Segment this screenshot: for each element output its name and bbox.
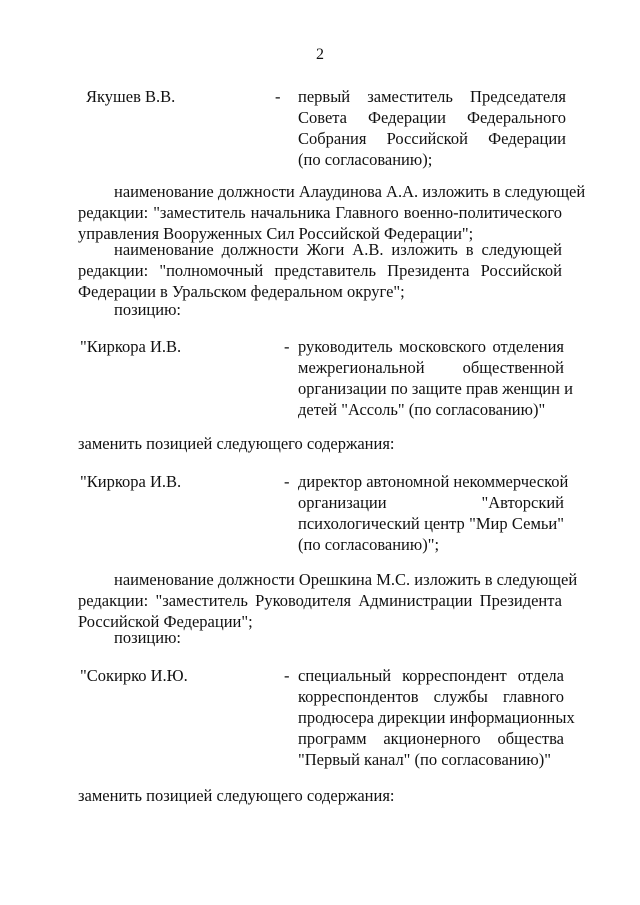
paragraph-line: редакции: "заместитель начальника Главного военно-политического — [78, 203, 562, 222]
member-position — [298, 665, 575, 770]
paragraph-line: наименование должности Орешкина М.С. изложить в следующей — [114, 570, 578, 589]
amendment-paragraph-zhogi — [78, 239, 562, 302]
position-line: программ акционерного общества — [298, 729, 564, 748]
paragraph-line: редакции: "полномочный представитель Президента Российской — [78, 261, 562, 280]
page-number: 2 — [316, 46, 324, 63]
member-name: "Киркора И.В. — [80, 337, 182, 356]
position-line: межрегиональной общественной — [298, 358, 564, 377]
paragraph-line: наименование должности Алаудинова А.А. изложить в следующей — [114, 182, 586, 201]
position-line: корреспондентов службы главного — [298, 687, 564, 706]
position-label: позицию: — [114, 300, 181, 319]
position-line: Собрания Российской Федерации — [298, 129, 566, 148]
position-line: Совета Федерации Федерального — [298, 108, 566, 127]
paragraph-line: Российской Федерации"; — [78, 612, 253, 631]
paragraph-line: редакции: "заместитель Руководителя Администрации Президента — [78, 591, 562, 610]
position-line: (по согласованию)"; — [298, 535, 440, 554]
position-line: продюсера дирекции информационных — [298, 708, 575, 727]
replace-instruction: заменить позицией следующего содержания: — [78, 434, 395, 453]
member-position — [298, 86, 566, 170]
position-line: первый заместитель Председателя — [298, 87, 566, 106]
replace-instruction: заменить позицией следующего содержания: — [78, 786, 395, 805]
member-name: Якушев В.В. — [86, 87, 176, 106]
position-line: организации "Авторский — [298, 493, 564, 512]
paragraph-line: управления Вооруженных Сил Российской Федерации"; — [78, 224, 474, 243]
entry-dash: - — [284, 337, 290, 356]
position-line: организации по защите прав женщин и — [298, 379, 573, 398]
entry-dash: - — [275, 87, 281, 106]
paragraph-line: наименование должности Жоги А.В. изложить в следующей — [114, 240, 562, 259]
member-position — [298, 336, 573, 420]
position-line: (по согласованию); — [298, 150, 433, 169]
member-position — [298, 471, 569, 555]
position-line: специальный корреспондент отдела — [298, 666, 564, 685]
paragraph-line: Федерации в Уральском федеральном округе"; — [78, 282, 405, 301]
position-line: "Первый канал" (по согласованию)" — [298, 750, 551, 769]
entry-dash: - — [284, 472, 290, 491]
position-line: руководитель московского отделения — [298, 337, 564, 356]
position-label: позицию: — [114, 628, 181, 647]
position-line: директор автономной некоммерческой — [298, 472, 569, 491]
amendment-paragraph-oreshkin — [78, 569, 578, 632]
entry-dash: - — [284, 666, 290, 685]
amendment-paragraph-alaudinov — [78, 181, 586, 244]
member-name: "Киркора И.В. — [80, 472, 182, 491]
position-line: психологический центр "Мир Семьи" — [298, 514, 564, 533]
member-name: "Сокирко И.Ю. — [80, 666, 188, 685]
position-line: детей "Ассоль" (по согласованию)" — [298, 400, 546, 419]
